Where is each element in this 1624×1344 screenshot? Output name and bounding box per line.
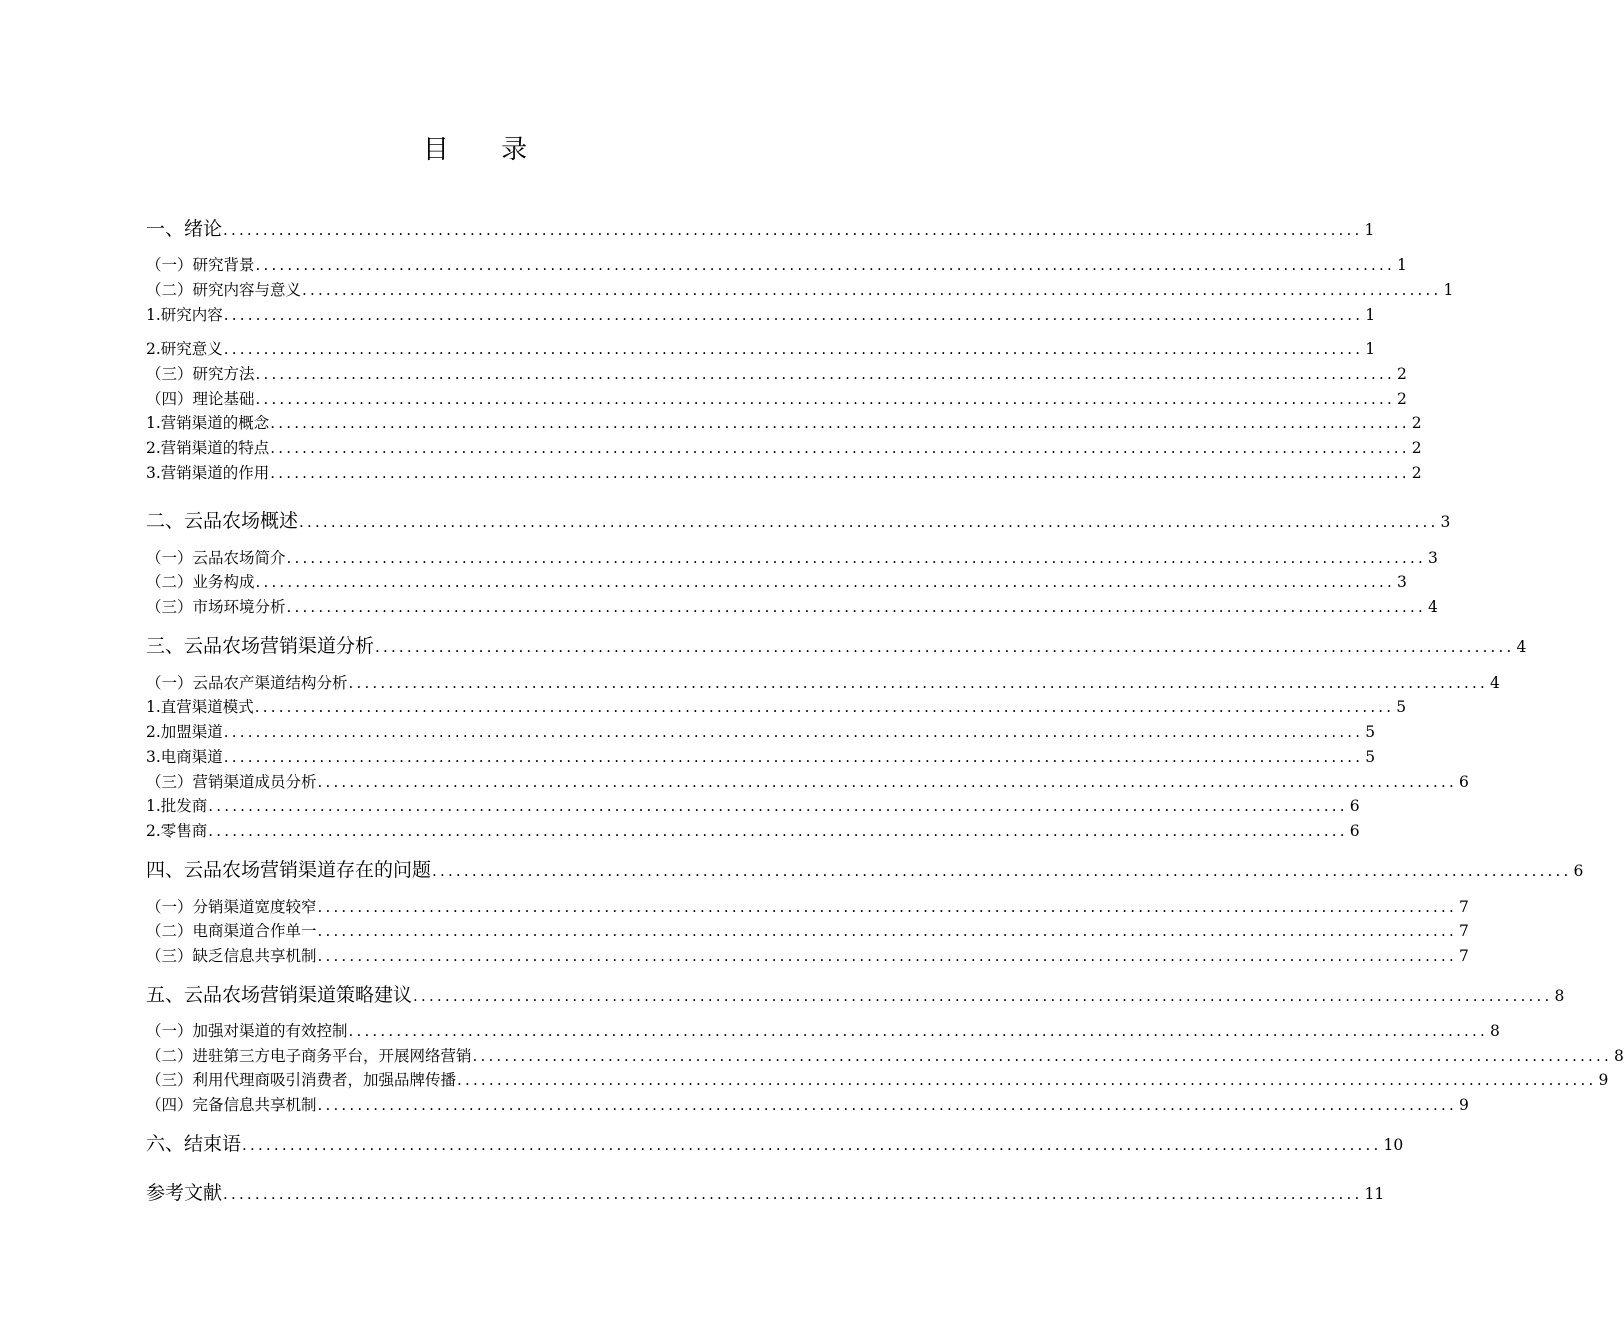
toc-leader: ............................................................................................................................................... (223, 306, 1364, 324)
toc-entry[interactable] (146, 304, 1376, 326)
toc-leader: ............................................................................................................................................... (348, 1022, 1488, 1040)
toc-leader: ............................................................................................................................................... (317, 898, 1457, 916)
toc-page-number: 2 (1396, 365, 1407, 383)
toc-leader: ............................................................................................................................................... (286, 549, 1426, 567)
toc-leader: ............................................................................................................................................... (223, 723, 1364, 741)
toc-entry-label: 2.加盟渠道 (146, 723, 223, 741)
toc-page-number: 1 (1365, 340, 1376, 358)
toc-entry[interactable] (146, 857, 1584, 884)
toc-entry[interactable] (146, 462, 1422, 484)
toc-page-number: 7 (1458, 947, 1469, 965)
toc-page-number: 8 (1489, 1022, 1500, 1040)
toc-page-number: 1 (1443, 281, 1454, 299)
toc-leader: ............................................................................................................................................... (223, 340, 1364, 358)
toc-page-number: 3 (1427, 549, 1438, 567)
toc-page-number: 1 (1365, 306, 1376, 324)
toc-entry-label: 2.营销渠道的特点 (146, 439, 270, 457)
toc-entry-label: （三）市场环境分析 (146, 598, 286, 616)
toc-entry-label: （一）云品农场简介 (146, 549, 286, 567)
toc-leader: ............................................................................................................................................... (375, 638, 1515, 656)
toc-entry[interactable] (146, 1069, 1609, 1091)
toc-page-number: 2 (1411, 414, 1422, 432)
toc-leader: ............................................................................................................................................... (299, 513, 1439, 531)
toc-entry[interactable] (146, 672, 1500, 694)
toc-leader: ............................................................................................................................................... (255, 365, 1395, 383)
toc-entry-label: （一）分销渠道宽度较窄 (146, 898, 317, 916)
toc-page-number: 6 (1458, 773, 1469, 791)
toc-leader: ............................................................................................................................................... (223, 221, 1363, 239)
toc-entry-label: 参考文献 (146, 1182, 223, 1204)
toc-entry-label: 六、结束语 (146, 1133, 242, 1155)
toc-entry-label: 1.直营渠道模式 (146, 698, 254, 716)
toc-entry[interactable] (146, 388, 1407, 410)
toc-leader: ............................................................................................................................................... (317, 922, 1457, 940)
toc-entry-label: （二）研究内容与意义 (146, 281, 302, 299)
toc-page-number: 10 (1383, 1136, 1404, 1154)
toc-entry-label: （一）研究背景 (146, 256, 255, 274)
toc-entry[interactable] (146, 1131, 1404, 1158)
toc-entry[interactable] (146, 771, 1469, 793)
toc-entry-label: 二、云品农场概述 (146, 510, 299, 532)
toc-leader: ............................................................................................................................................... (348, 674, 1488, 692)
toc-leader: ............................................................................................................................................... (255, 573, 1395, 591)
toc-entry[interactable] (146, 820, 1360, 842)
toc-entry-label: （二）进驻第三方电子商务平台，开展网络营销 (146, 1047, 472, 1065)
toc-entry[interactable] (146, 254, 1407, 276)
toc-entry[interactable] (146, 920, 1469, 942)
toc-entry-label: （二）业务构成 (146, 573, 255, 591)
toc-leader: ............................................................................................................................................... (255, 256, 1395, 274)
toc-page-number: 1 (1364, 221, 1375, 239)
toc-entry[interactable] (146, 1180, 1385, 1207)
toc-entry-label: 三、云品农场营销渠道分析 (146, 635, 375, 657)
toc-leader: ............................................................................................................................................... (317, 1096, 1457, 1114)
toc-entry-label: 1.研究内容 (146, 306, 223, 324)
toc-entry[interactable] (146, 696, 1407, 718)
toc-page-number: 3 (1396, 573, 1407, 591)
toc-leader: ............................................................................................................................................... (223, 748, 1364, 766)
toc-entry-label: 3.营销渠道的作用 (146, 464, 270, 482)
toc-entry[interactable] (146, 746, 1376, 768)
toc-page-number: 5 (1365, 748, 1376, 766)
toc-entry[interactable] (146, 412, 1422, 434)
toc-entry-label: 3.电商渠道 (146, 748, 223, 766)
toc-entry[interactable] (146, 896, 1469, 918)
toc-page-number: 2 (1411, 464, 1422, 482)
toc-leader: ............................................................................................................................................... (254, 698, 1395, 716)
toc-page-number: 9 (1458, 1096, 1469, 1114)
toc-leader: ............................................................................................................................................... (270, 439, 1410, 457)
toc-page-number: 4 (1489, 674, 1500, 692)
toc-entry-label: （三）缺乏信息共享机制 (146, 947, 317, 965)
toc-leader: ............................................................................................................................................... (413, 987, 1553, 1005)
toc-entry[interactable] (146, 795, 1360, 817)
toc-entry-label: （一）加强对渠道的有效控制 (146, 1022, 348, 1040)
toc-entry[interactable] (146, 363, 1407, 385)
toc-page-number: 7 (1458, 898, 1469, 916)
toc-page-number: 6 (1573, 862, 1584, 880)
toc-page-number: 6 (1349, 822, 1360, 840)
toc-leader: ............................................................................................................................................... (317, 947, 1457, 965)
toc-page-number: 11 (1364, 1185, 1385, 1203)
toc-leader: ............................................................................................................................................... (317, 773, 1457, 791)
toc-page-number: 8 (1613, 1047, 1624, 1065)
toc-entry[interactable] (146, 547, 1438, 569)
toc-entry[interactable] (146, 1045, 1624, 1067)
toc-leader: ............................................................................................................................................... (457, 1071, 1597, 1089)
toc-entry-label: （三）研究方法 (146, 365, 255, 383)
toc-entry[interactable] (146, 1094, 1469, 1116)
toc-entry[interactable] (146, 982, 1565, 1009)
toc-entry-label: （一）云品农产渠道结构分析 (146, 674, 348, 692)
toc-entry[interactable] (146, 945, 1469, 967)
toc-page-number: 6 (1349, 797, 1360, 815)
toc-entry-label: （二）电商渠道合作单一 (146, 922, 317, 940)
toc-page-number: 7 (1458, 922, 1469, 940)
toc-entry[interactable] (146, 633, 1527, 660)
toc-page-number: 5 (1396, 698, 1407, 716)
toc-entry[interactable] (146, 721, 1376, 743)
toc-page-number: 1 (1396, 256, 1407, 274)
toc-page-number: 9 (1598, 1071, 1609, 1089)
toc-entry[interactable] (146, 279, 1454, 301)
toc-entry-label: 2.零售商 (146, 822, 208, 840)
toc-page-number: 8 (1554, 987, 1565, 1005)
toc-page-number: 2 (1411, 439, 1422, 457)
toc-leader: ............................................................................................................................................... (472, 1047, 1612, 1065)
toc-leader: ............................................................................................................................................... (255, 390, 1395, 408)
toc-page-number: 4 (1427, 598, 1438, 616)
toc-entry[interactable] (146, 571, 1407, 593)
toc-entry[interactable] (146, 1020, 1500, 1042)
toc-entry-label: 2.研究意义 (146, 340, 223, 358)
toc-leader: ............................................................................................................................................... (242, 1136, 1382, 1154)
toc-leader: ............................................................................................................................................... (302, 281, 1442, 299)
toc-entry-label: （四）理论基础 (146, 390, 255, 408)
toc-page-number: 2 (1396, 390, 1407, 408)
toc-leader: ............................................................................................................................................... (208, 822, 1348, 840)
toc-entry-label: 五、云品农场营销渠道策略建议 (146, 984, 413, 1006)
toc-entry-label: （三）营销渠道成员分析 (146, 773, 317, 791)
toc-page-number: 3 (1440, 513, 1451, 531)
toc-entry[interactable] (146, 338, 1376, 360)
toc-entry[interactable] (146, 596, 1438, 618)
toc-entry[interactable] (146, 508, 1451, 535)
toc-leader: ............................................................................................................................................... (432, 862, 1572, 880)
toc-entry[interactable] (146, 437, 1422, 459)
toc-title: 目 录 (422, 135, 550, 165)
toc-page-number: 4 (1516, 638, 1527, 656)
toc-entry-label: 四、云品农场营销渠道存在的问题 (146, 859, 432, 881)
toc-entry[interactable] (146, 216, 1375, 243)
toc-entry-label: 一、绪论 (146, 218, 223, 240)
toc-leader: ............................................................................................................................................... (286, 598, 1426, 616)
toc-leader: ............................................................................................................................................... (270, 464, 1410, 482)
toc-entry-label: 1.批发商 (146, 797, 208, 815)
toc-entry-label: （四）完备信息共享机制 (146, 1096, 317, 1114)
toc-leader: ............................................................................................................................................... (270, 414, 1410, 432)
toc-page-number: 5 (1365, 723, 1376, 741)
toc-leader: ............................................................................................................................................... (223, 1185, 1363, 1203)
toc-entry-label: 1.营销渠道的概念 (146, 414, 270, 432)
toc-entry-label: （三）利用代理商吸引消费者，加强品牌传播 (146, 1071, 457, 1089)
toc-leader: ............................................................................................................................................... (208, 797, 1348, 815)
